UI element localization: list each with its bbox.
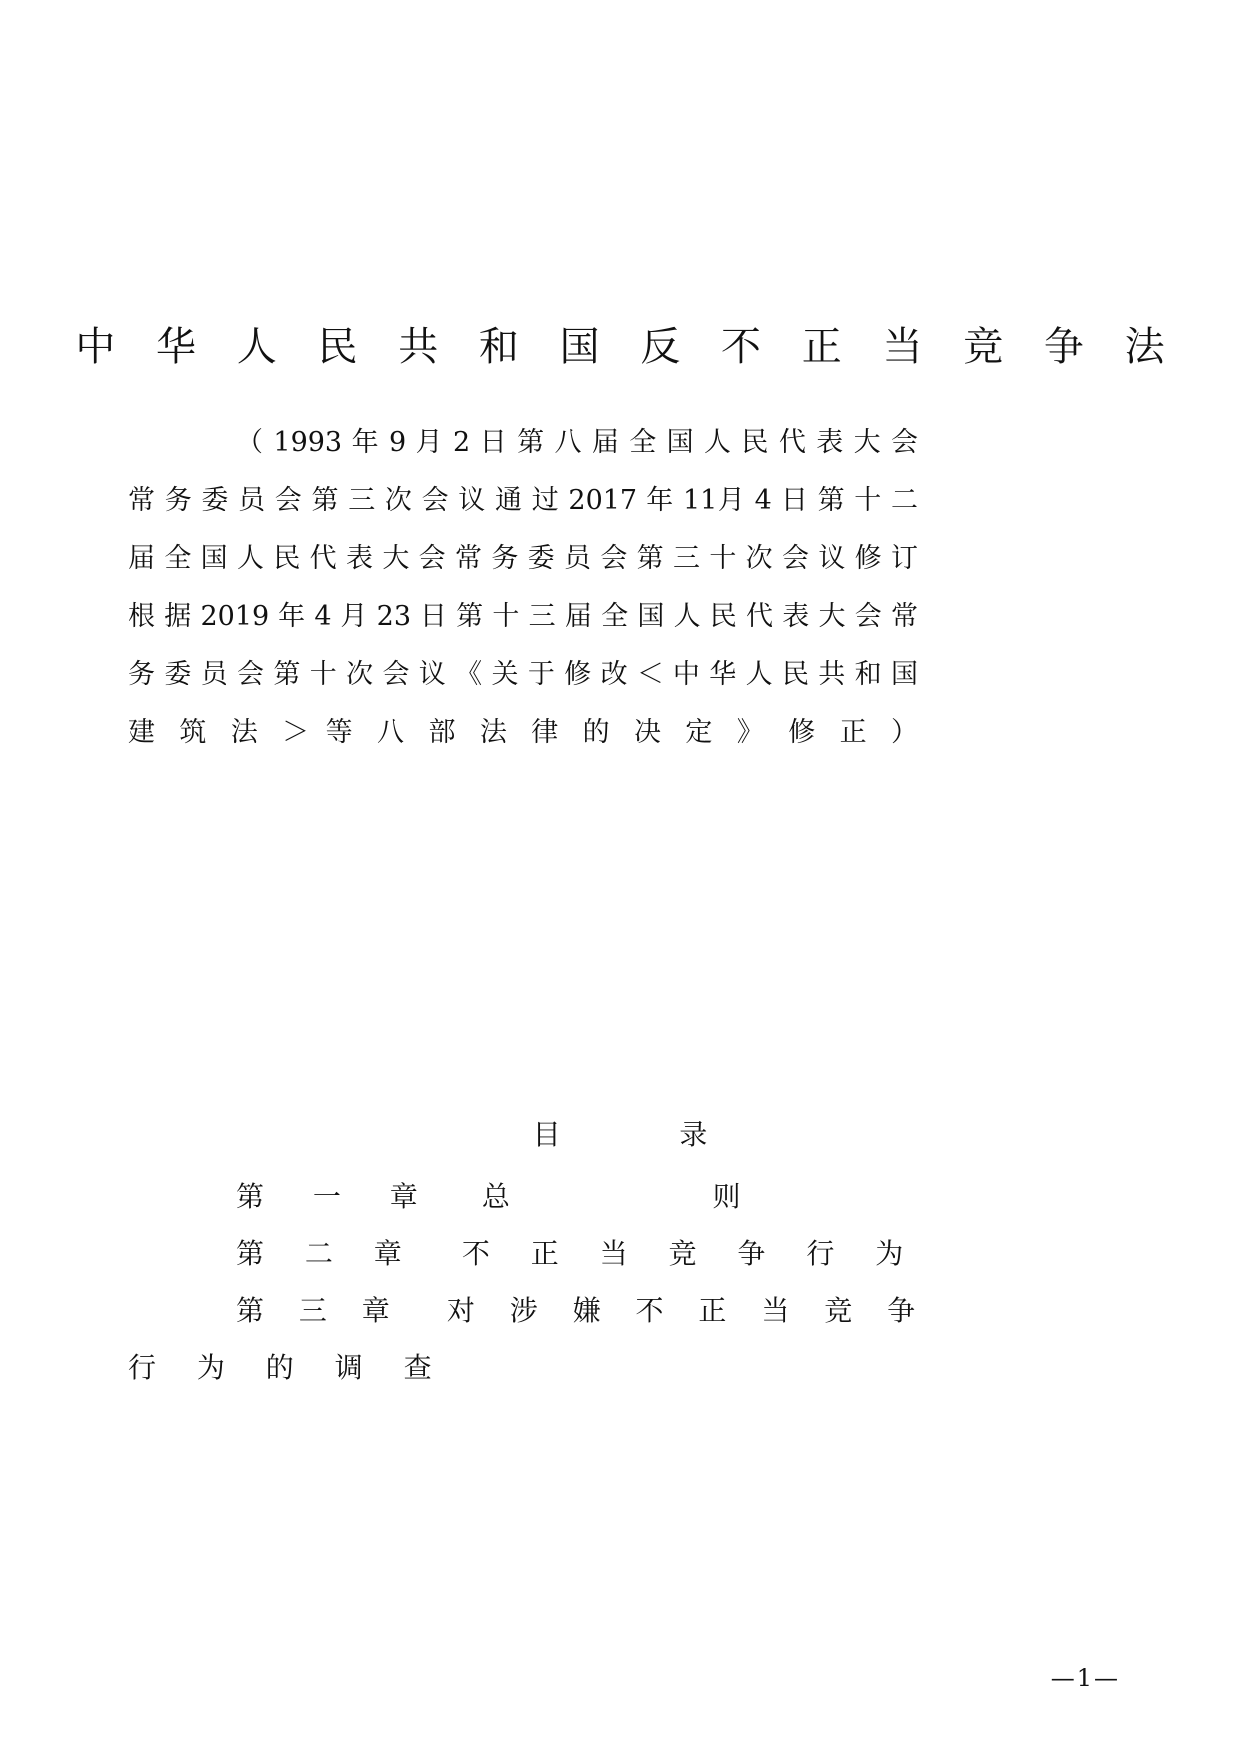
toc-entry-chapter-label: 第 一 章 [236, 1180, 438, 1213]
toc-entry-chapter-3-continued [128, 1339, 988, 1396]
toc-entry-title: 不 正 当 竞 争 行 为 [461, 1237, 920, 1270]
table-of-contents [128, 1168, 988, 1396]
toc-entry-chapter-label: 第 二 章 [236, 1237, 418, 1270]
toc-entry-chapter-label: 第 三 章 [236, 1294, 403, 1327]
toc-entry-title: 对 涉 嫌 不 正 当 竞 争 [446, 1294, 929, 1327]
toc-entry-chapter-1 [128, 1168, 988, 1225]
page-number: —1— [1050, 1664, 1120, 1692]
toc-entry-title: 总 则 [481, 1180, 761, 1213]
page-title: 中 华 人 民 共 和 国 反 不 正 当 竞 争 法 [75, 323, 1179, 370]
preamble-paragraph: （ 1993 年 9 月 2 日 第 八 届 全 国 人 民 代 表 大 会 常 务 委 员 会 第 三 次 会 议 通 过 2017 年 11月 4 日 第 十 二 届 全 国 人 民 代 表 大 会 常 务 委 员 会 第 三 十 次 会 议 修 订 根 据 2019 年 4 月 23 日 第 十 三 届 全 国 人 民 代 表 大 会 常 务 委 员 会 第 十 次 会 议 《 关 于 修 改 ＜ 中 华 人 民 共 和 国 建 筑 法 ＞ 等 八 部 法 律 的 决 定 》 修 正 ） [128, 427, 918, 748]
toc-entry-title-continued: 行 为 的 调 查 [128, 1351, 448, 1384]
toc-heading: 目 录 [532, 1118, 714, 1151]
toc-entry-chapter-2 [128, 1225, 988, 1282]
toc-entry-chapter-3 [128, 1282, 988, 1339]
